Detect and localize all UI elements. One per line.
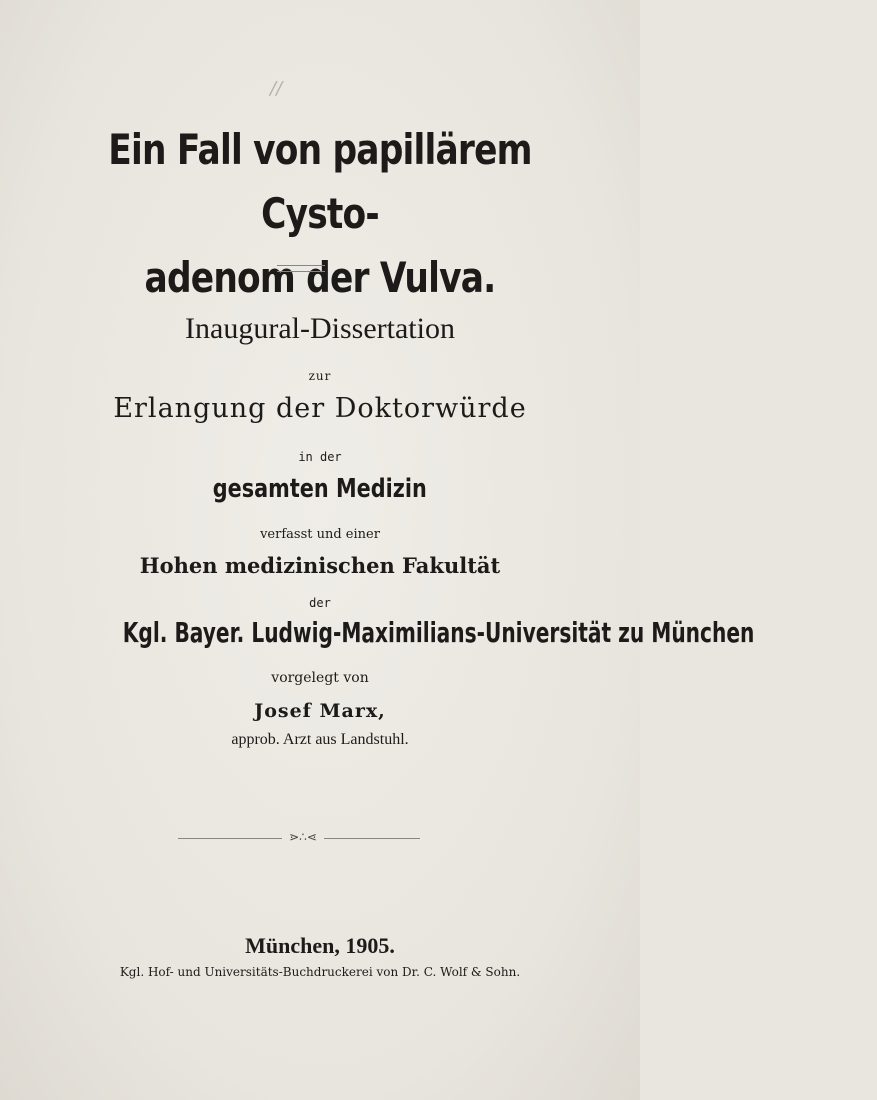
ornament-divider bbox=[178, 830, 420, 846]
title-line-2: adenom der Vulva. bbox=[144, 253, 496, 302]
dissertation-title bbox=[0, 118, 640, 310]
pencil-mark: // bbox=[270, 78, 283, 99]
vorgelegt-line: vorgelegt von bbox=[271, 670, 369, 686]
university-line bbox=[0, 616, 755, 649]
zur-label: zur bbox=[308, 369, 332, 383]
in-der-label: in der bbox=[298, 450, 342, 464]
title-line-1: Ein Fall von papillärem Cysto- bbox=[108, 125, 532, 238]
faculty-line: Hohen medizinischen Fakultät bbox=[139, 553, 501, 578]
author-credentials: approb. Arzt aus Landstuhl. bbox=[231, 731, 409, 748]
printer-line: Kgl. Hof- und Universitäts-Buchdruckerei von Dr. C. Wolf & Sohn. bbox=[119, 965, 521, 979]
ornament-icon: ⋗∴⋖ bbox=[289, 830, 317, 844]
verfasst-line: verfasst und einer bbox=[260, 527, 380, 542]
field-text: gesamten Medizin bbox=[212, 474, 428, 504]
ornament-rule-left bbox=[178, 838, 282, 839]
der-label: der bbox=[309, 596, 331, 610]
dissertation-label: Inaugural-Dissertation bbox=[185, 312, 455, 345]
field-line bbox=[0, 474, 640, 504]
degree-line: Erlangung der Doktorwürde bbox=[113, 393, 527, 424]
university-text: Kgl. Bayer. Ludwig-Maximilians-Universität zu München bbox=[122, 616, 755, 649]
author-name: Josef Marx, bbox=[254, 700, 386, 722]
double-rule-divider bbox=[277, 265, 325, 272]
ornament-rule-right bbox=[324, 838, 420, 839]
place-year: München, 1905. bbox=[245, 933, 395, 958]
